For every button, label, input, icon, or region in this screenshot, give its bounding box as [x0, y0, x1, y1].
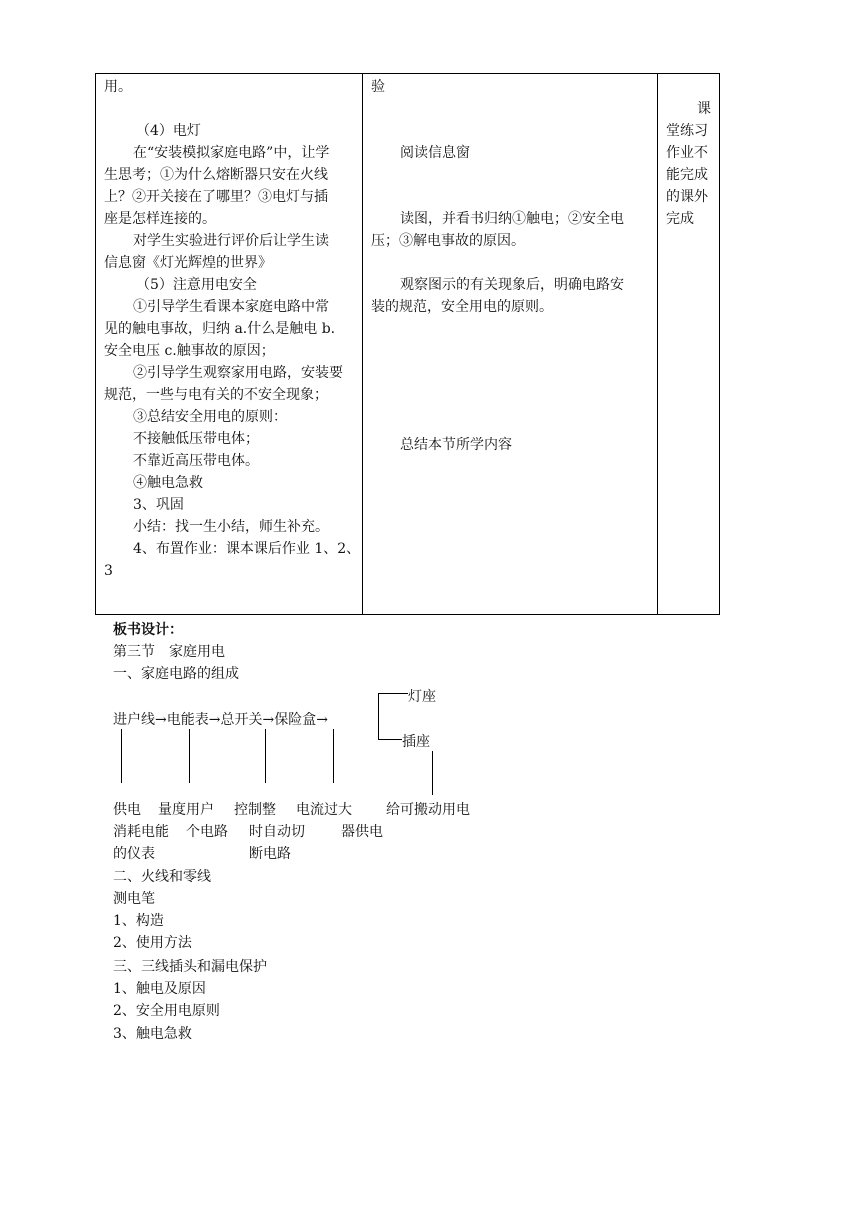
label-socket: 器供电: [341, 824, 383, 840]
text-line: 能完成: [666, 167, 708, 183]
table-cell-notes: [657, 73, 720, 615]
connector-line: [432, 751, 433, 795]
table-cell-teacher-activity: [95, 73, 363, 615]
text-line: （4）电灯: [136, 123, 201, 139]
text-line: 小结：找一生小结，师生补充。: [133, 519, 329, 535]
bracket-line: [378, 693, 408, 694]
tester-heading: 测电笔: [113, 891, 155, 907]
label-supply: 供电: [113, 802, 141, 818]
part1-title: 一、家庭电路的组成: [113, 666, 239, 682]
text-line: 不靠近高压带电体。: [133, 453, 259, 469]
text-line: 验: [371, 79, 385, 95]
text-line: 压；③解电事故的原因。: [371, 233, 525, 249]
label-switch: 控制整: [234, 802, 276, 818]
text-line: 座是怎样连接的。: [104, 211, 216, 227]
text-line: 完成: [666, 211, 694, 227]
text-line: 总结本节所学内容: [400, 437, 512, 453]
label-fuse: 时自动切: [249, 824, 305, 840]
bracket-line: [378, 693, 379, 740]
text-line: 读图，并看书归纳①触电；②安全电: [400, 211, 624, 227]
section-title: 第三节 家庭用电: [113, 644, 225, 660]
table-cell-student-activity: [362, 73, 658, 615]
text-line: 见的触电事故，归纳 a.什么是触电 b.: [104, 321, 336, 337]
text-line: 对学生实验进行评价后让学生读: [133, 233, 329, 249]
text-line: （5）注意用电安全: [136, 277, 257, 293]
text-line: 规范，一些与电有关的不安全现象；: [104, 387, 328, 403]
text-line: ①引导学生看课本家庭电路中常: [133, 299, 329, 315]
connector-line: [265, 729, 266, 783]
text-line: 信息窗《灯光辉煌的世界》: [104, 255, 272, 271]
text-line: 课: [697, 101, 711, 117]
label-meter: 的仪表: [113, 846, 155, 862]
label-fuse: 电流过大: [296, 802, 352, 818]
list-item: 2、使用方法: [113, 935, 192, 951]
text-line: 的课外: [666, 189, 708, 205]
connector-line: [189, 729, 190, 783]
text-line: 不接触低压带电体；: [133, 431, 259, 447]
label-switch: 个电路: [186, 824, 228, 840]
branch-socket: 插座: [402, 734, 430, 750]
part2-title: 二、火线和零线: [113, 869, 211, 885]
label-meter: 量度用户: [158, 802, 214, 818]
text-line: 上？②开关接在了哪里？③电灯与插: [104, 189, 328, 205]
text-line: 装的规范，安全用电的原则。: [371, 299, 553, 315]
circuit-flow: 进户线→电能表→总开关→保险盒→: [113, 712, 328, 728]
text-line: 堂练习: [666, 123, 708, 139]
bracket-line: [378, 739, 402, 740]
text-line: 作业不: [666, 145, 708, 161]
text-line: 生思考；①为什么熔断器只安在火线: [104, 167, 328, 183]
label-socket: 给可搬动用电: [386, 802, 470, 818]
list-item: 2、安全用电原则: [113, 1003, 220, 1019]
text-line: 阅读信息窗: [400, 145, 470, 161]
text-line: 在“安装模拟家庭电路”中，让学: [133, 145, 330, 161]
text-line: 3、巩固: [133, 497, 184, 513]
label-meter: 消耗电能: [113, 824, 169, 840]
label-fuse: 断电路: [249, 846, 291, 862]
list-item: 1、触电及原因: [113, 981, 206, 997]
connector-line: [121, 729, 122, 783]
branch-lamp-holder: 灯座: [408, 689, 436, 705]
board-heading: 板书设计：: [113, 622, 183, 638]
part3-title: 三、三线插头和漏电保护: [113, 959, 267, 975]
connector-line: [333, 729, 334, 783]
text-line: 用。: [104, 79, 132, 95]
text-line: 4、布置作业：课本课后作业 1、2、: [133, 541, 361, 557]
list-item: 1、构造: [113, 913, 164, 929]
text-line: ③总结安全用电的原则：: [133, 409, 287, 425]
text-line: 3: [104, 563, 113, 579]
text-line: ②引导学生观察家用电路，安装要: [133, 365, 343, 381]
text-line: 观察图示的有关现象后，明确电路安: [400, 277, 624, 293]
text-line: 安全电压 c.触事故的原因；: [104, 343, 275, 359]
text-line: ④触电急救: [133, 475, 203, 491]
list-item: 3、触电急救: [113, 1026, 192, 1042]
